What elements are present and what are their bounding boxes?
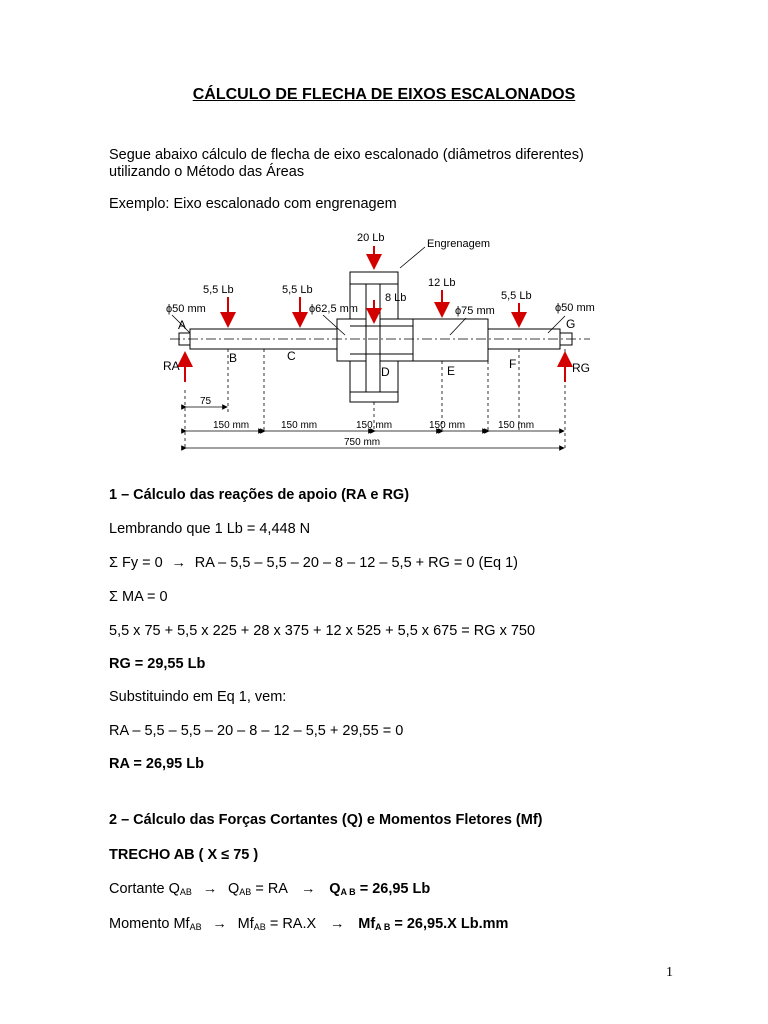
rg-result: RG = 29,55 Lb xyxy=(109,656,206,672)
section1-line-2 xyxy=(109,555,518,571)
section1-heading: 1 – Cálculo das reações de apoio (RA e RG) xyxy=(109,487,410,503)
page-title: CÁLCULO DE FLECHA DE EIXOS ESCALONADOS xyxy=(192,86,576,103)
momento-label: Momento Mf xyxy=(109,916,190,932)
arrow-icon: → xyxy=(202,881,218,897)
point-a: A xyxy=(178,318,187,332)
sum-fy: Σ Fy = 0 xyxy=(109,555,163,571)
dim-750: 750 mm xyxy=(344,437,381,448)
cortante-result: = 26,95 Lb xyxy=(355,881,431,897)
point-g: G xyxy=(566,317,576,331)
section1-line-4: 5,5 x 75 + 5,5 x 225 + 28 x 375 + 12 x 525 + 5,5 x 675 = RG x 750 xyxy=(109,623,536,639)
cortante-result-q: Q xyxy=(329,881,341,897)
momento-result: = 26,95.X Lb.mm xyxy=(390,916,509,932)
load-b-label: 5,5 Lb xyxy=(203,284,234,296)
load-f-label: 5,5 Lb xyxy=(501,290,532,302)
momento-sub: AB xyxy=(189,922,202,932)
point-e: E xyxy=(447,364,456,378)
dia-right-label: ϕ50 mm xyxy=(555,302,595,314)
cortante-sub: AB xyxy=(179,887,192,897)
cortante-q: Q xyxy=(228,881,240,897)
page-number: 1 xyxy=(666,965,673,980)
cortante-result-sub: A B xyxy=(340,887,356,897)
momento-eq: = RA.X xyxy=(265,916,317,932)
load-8-label: 8 Lb xyxy=(385,292,407,304)
reaction-rg: RG xyxy=(572,361,590,375)
intro-line-2: utilizando o Método das Áreas xyxy=(109,164,305,180)
section1-line-6: Substituindo em Eq 1, vem: xyxy=(109,689,287,705)
section1-line-7: RA – 5,5 – 5,5 – 20 – 8 – 12 – 5,5 + 29,55 = 0 xyxy=(109,723,404,739)
point-f: F xyxy=(509,357,517,371)
dim-75: 75 xyxy=(200,396,212,407)
cortante-line xyxy=(109,881,430,897)
dim-150-5: 150 mm xyxy=(498,420,535,431)
load-12-label: 12 Lb xyxy=(428,277,456,289)
section2-heading: 2 – Cálculo das Forças Cortantes (Q) e Momentos Fletores (Mf) xyxy=(109,812,543,828)
dim-150-3: 150 mm xyxy=(356,420,393,431)
dia-75-label: ϕ75 mm xyxy=(455,305,495,317)
intro-example: Exemplo: Eixo escalonado com engrenagem xyxy=(109,196,397,212)
cortante-label: Cortante Q xyxy=(109,881,180,897)
momento-mf-sub: AB xyxy=(253,922,266,932)
intro-line-1: Segue abaixo cálculo de flecha de eixo escalonado (diâmetros diferentes) xyxy=(109,147,584,163)
arrow-icon: → xyxy=(171,555,186,571)
dim-150-1: 150 mm xyxy=(213,420,250,431)
load-c-label: 5,5 Lb xyxy=(282,284,313,296)
gear-label: Engrenagem xyxy=(427,238,490,250)
cortante-eq: = RA xyxy=(251,881,288,897)
sum-fy-equation: RA – 5,5 – 5,5 – 20 – 8 – 12 – 5,5 + RG = 0 (Eq 1) xyxy=(194,555,519,571)
momento-mf: Mf xyxy=(237,916,254,932)
point-c: C xyxy=(287,349,296,363)
dia-62-label: ϕ62,5 mm xyxy=(309,303,358,315)
arrow-icon: → xyxy=(300,881,316,897)
point-b: B xyxy=(229,351,238,365)
shaft-diagram xyxy=(150,225,630,465)
gear-load-label: 20 Lb xyxy=(357,232,385,244)
dim-150-4: 150 mm xyxy=(429,420,466,431)
momento-result-sub: A B xyxy=(375,922,391,932)
cortante-q-sub: AB xyxy=(239,887,252,897)
momento-result-mf: Mf xyxy=(358,916,376,932)
ra-result: RA = 26,95 Lb xyxy=(109,756,204,772)
reaction-ra: RA xyxy=(163,359,180,373)
section1-line-1: Lembrando que 1 Lb = 4,448 N xyxy=(109,521,311,537)
arrow-icon: → xyxy=(329,916,345,932)
momento-line xyxy=(109,916,508,932)
dim-150-2: 150 mm xyxy=(281,420,318,431)
dia-left-label: ϕ50 mm xyxy=(166,303,206,315)
arrow-icon: → xyxy=(212,916,227,932)
section1-line-3: Σ MA = 0 xyxy=(109,589,168,605)
point-d: D xyxy=(381,365,390,379)
trecho-ab: TRECHO AB ( X ≤ 75 ) xyxy=(109,847,259,863)
